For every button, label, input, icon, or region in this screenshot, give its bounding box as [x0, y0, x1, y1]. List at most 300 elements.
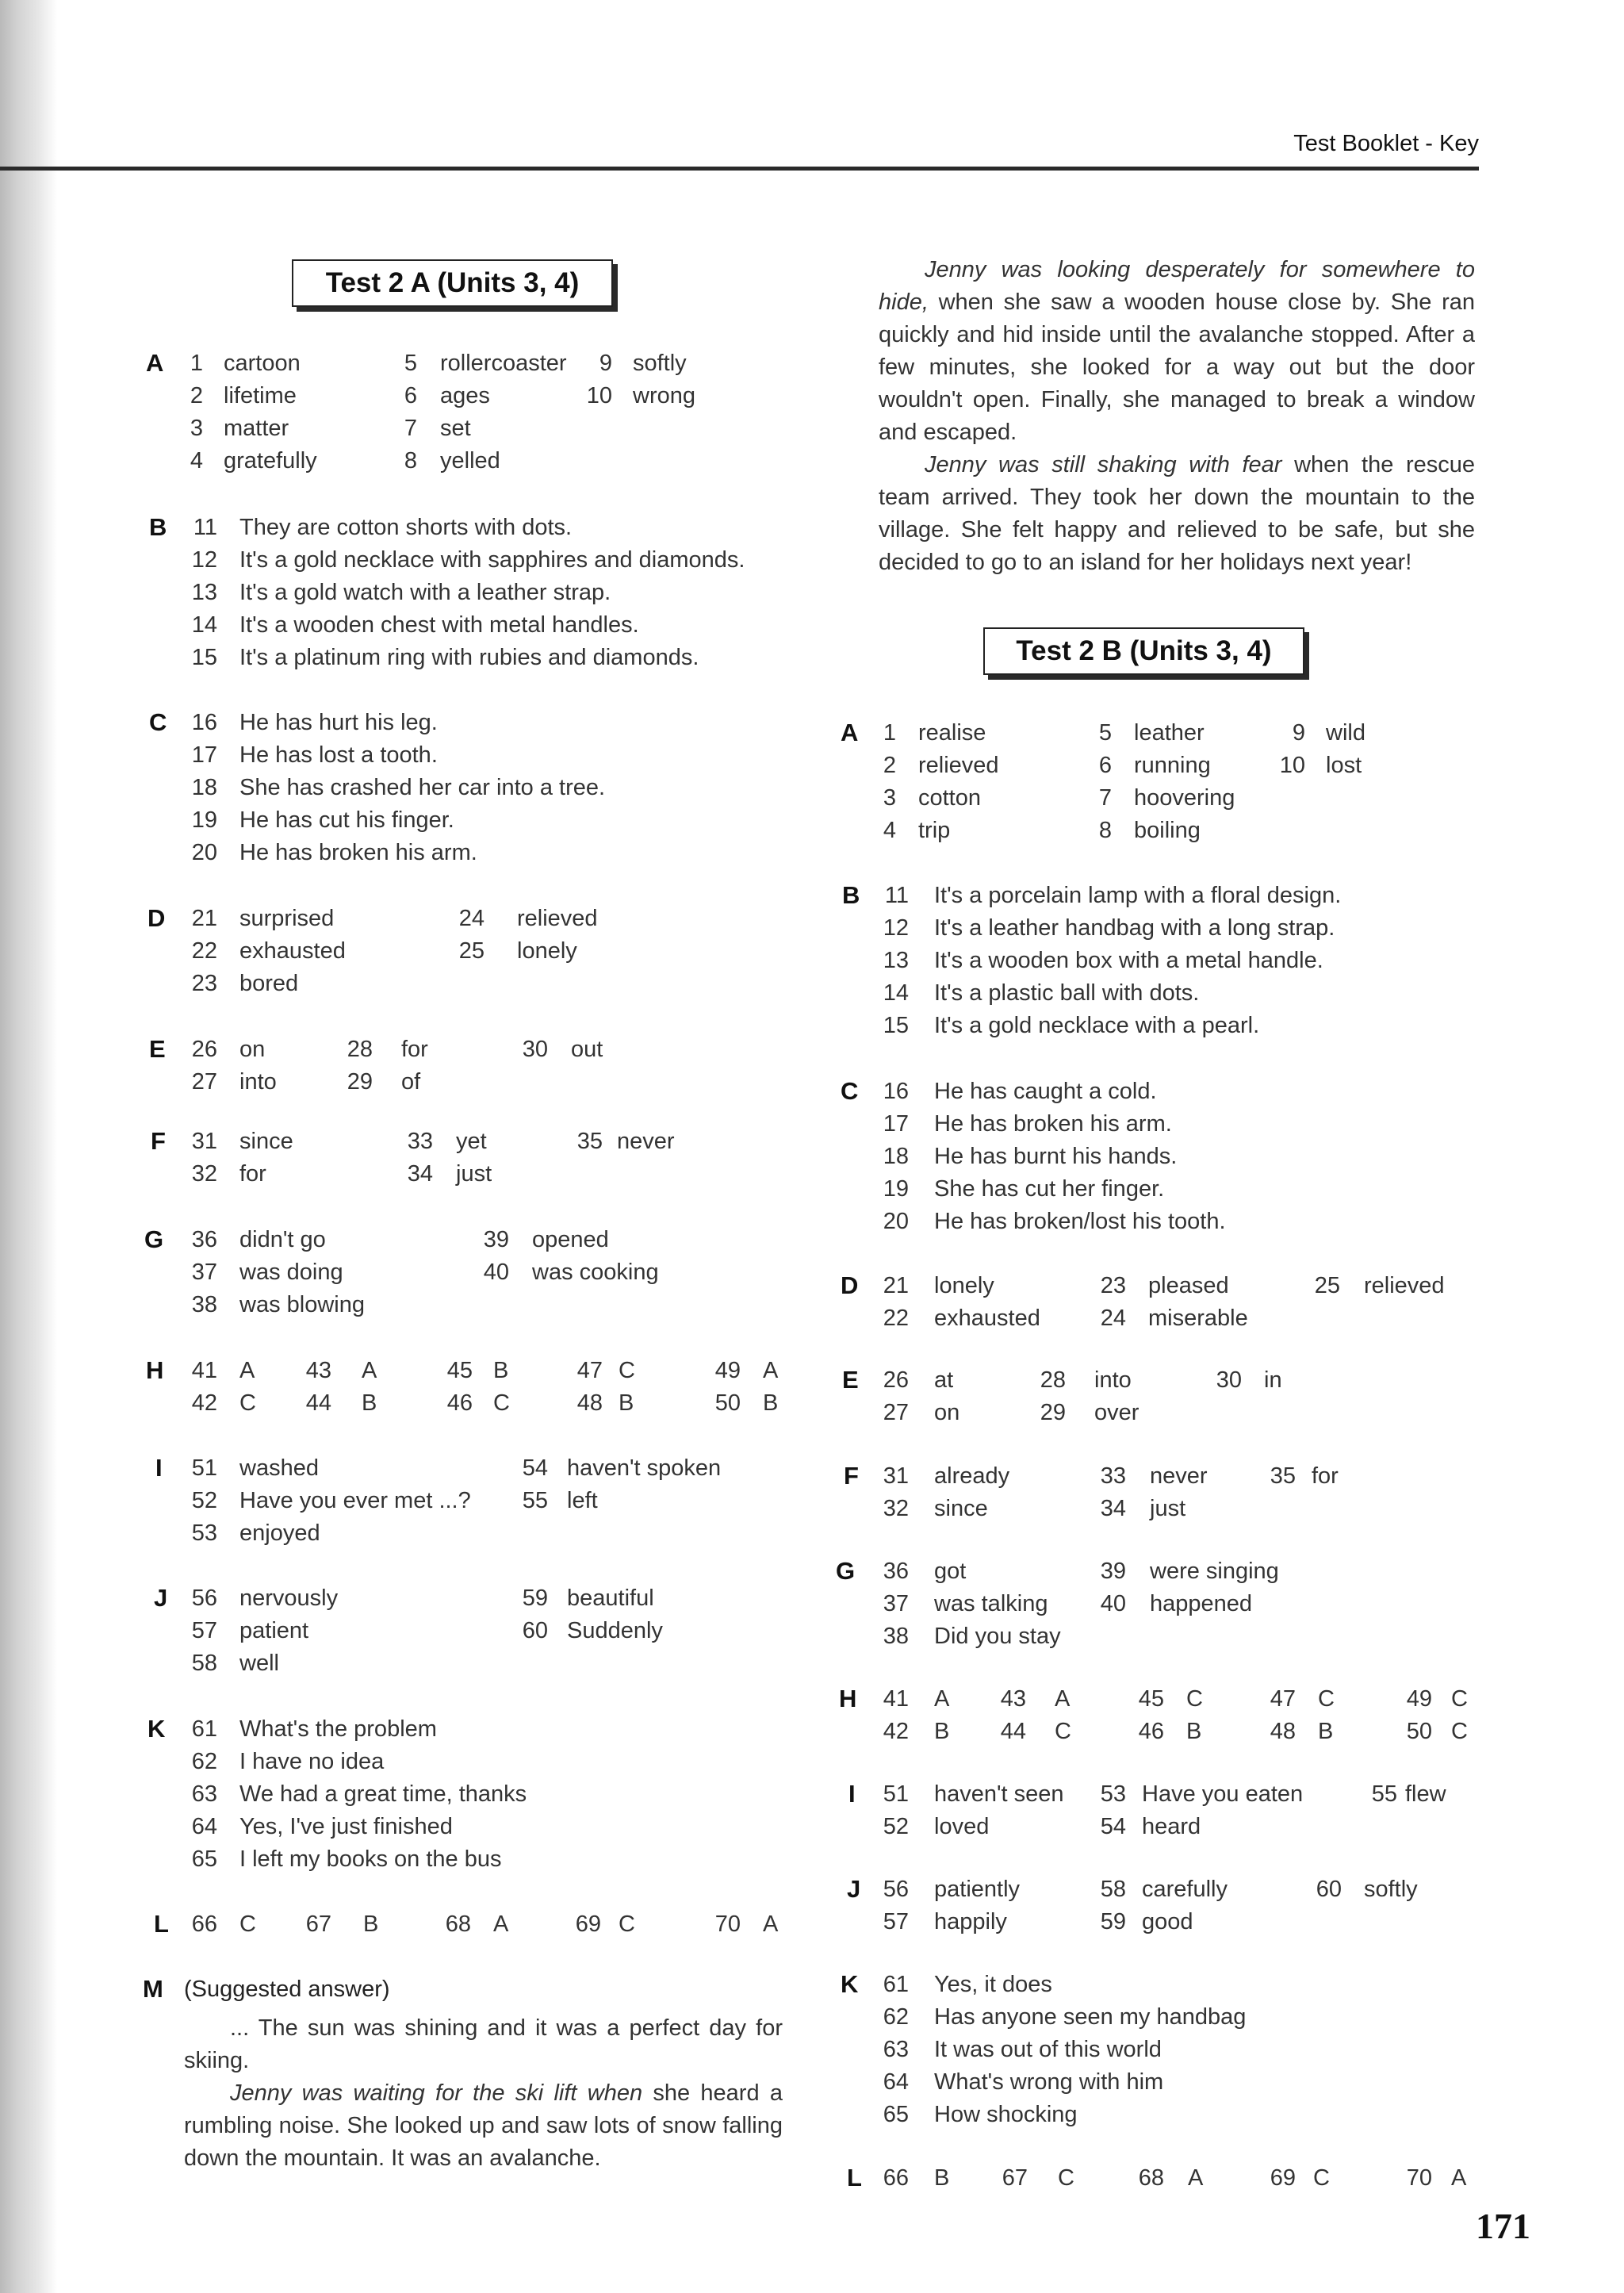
item-number: 39 [483, 1227, 509, 1252]
item-number: 46 [446, 1390, 473, 1416]
answer: A [934, 1686, 950, 1712]
answer: It's a wooden chest with metal handles. [239, 612, 639, 638]
running-header: Test Booklet - Key [1293, 131, 1479, 156]
answer: lifetime [224, 383, 297, 408]
answer: It's a leather handbag with a long strap. [934, 915, 1335, 941]
item-number: 3 [190, 416, 203, 441]
item-number: 70 [714, 1911, 741, 1937]
item-number: 62 [883, 2004, 909, 2030]
answer: B [934, 2165, 950, 2191]
answer: It's a gold watch with a leather strap. [239, 580, 611, 605]
item-number: 54 [522, 1455, 548, 1481]
item-number: 10 [1279, 753, 1305, 778]
answer: was cooking [532, 1260, 659, 1285]
section-letter: L [847, 2164, 862, 2191]
answer: relieved [918, 753, 999, 778]
item-number: 70 [1406, 2165, 1432, 2191]
section-letter: D [147, 904, 166, 932]
item-number: 9 [599, 351, 612, 376]
answer: just [1150, 1496, 1186, 1521]
item-number: 13 [883, 948, 909, 973]
answer: How shocking [934, 2102, 1078, 2127]
answer: realise [918, 720, 986, 746]
item-number: 21 [883, 1273, 909, 1298]
item-number: 8 [404, 448, 417, 474]
item-number: 57 [191, 1618, 217, 1643]
section-letter: E [149, 1035, 166, 1063]
answer: good [1142, 1909, 1193, 1934]
answer: Suddenly [567, 1618, 663, 1643]
answer: didn't go [239, 1227, 326, 1252]
item-number: 1 [883, 720, 896, 746]
answer: B [763, 1390, 779, 1416]
section-letter: F [844, 1462, 859, 1490]
item-number: 18 [191, 775, 217, 800]
section-letter: G [144, 1225, 164, 1253]
item-number: 17 [883, 1111, 909, 1137]
answer: C [1186, 1686, 1203, 1712]
item-number: 6 [1098, 753, 1112, 778]
item-number: 40 [483, 1260, 509, 1285]
answer: He has caught a cold. [934, 1079, 1157, 1104]
answer: A [493, 1911, 509, 1937]
answer: never [1150, 1463, 1208, 1489]
answer: softly [633, 351, 687, 376]
item-number: 62 [191, 1749, 217, 1774]
section-letter: A [146, 349, 164, 377]
item-number: 2 [190, 383, 203, 408]
answer: hoovering [1134, 785, 1235, 811]
answer: C [1055, 1719, 1071, 1744]
item-number: 2 [883, 753, 896, 778]
answer: It was out of this world [934, 2037, 1162, 2062]
answer: miserable [1148, 1306, 1248, 1331]
answer: He has broken his arm. [239, 840, 477, 865]
answer: yet [456, 1129, 487, 1154]
item-number: 63 [191, 1781, 217, 1807]
answer: since [934, 1496, 988, 1521]
item-number: 64 [191, 1814, 217, 1839]
answer: over [1094, 1400, 1139, 1425]
answer: A [239, 1358, 255, 1383]
answer: since [239, 1129, 293, 1154]
answer: A [1451, 2165, 1467, 2191]
answer: wild [1326, 720, 1365, 746]
answer: He has burnt his hands. [934, 1144, 1178, 1169]
answer: relieved [517, 906, 598, 931]
answer: cotton [918, 785, 981, 811]
item-number: 41 [883, 1686, 909, 1712]
item-number: 46 [1138, 1719, 1164, 1744]
book-spine-shadow [0, 0, 57, 2293]
item-number: 47 [576, 1358, 603, 1383]
answer: flew [1405, 1781, 1446, 1807]
item-number: 30 [522, 1037, 548, 1062]
answer: in [1264, 1367, 1282, 1393]
item-number: 52 [883, 1814, 909, 1839]
test-2a-title: Test 2 A (Units 3, 4) [292, 259, 613, 307]
answer: for [401, 1037, 428, 1062]
suggested-answer-heading: (Suggested answer) [184, 1977, 390, 2002]
answer: of [401, 1069, 421, 1095]
answer: C [619, 1358, 635, 1383]
item-number: 54 [1100, 1814, 1126, 1839]
section-letter: M [143, 1975, 163, 2003]
item-number: 58 [191, 1651, 217, 1676]
item-number: 37 [191, 1260, 217, 1285]
answer: haven't seen [934, 1781, 1064, 1807]
answer: exhausted [934, 1306, 1040, 1331]
item-number: 20 [191, 840, 217, 865]
answer: into [1094, 1367, 1132, 1393]
answer: patient [239, 1618, 309, 1643]
item-number: 31 [191, 1129, 217, 1154]
answer: Yes, it does [934, 1972, 1052, 1997]
story-text: ... The sun was shining and it was a perfect day for skiing. [184, 2015, 783, 2073]
item-number: 28 [1040, 1367, 1066, 1393]
answer: C [619, 1911, 635, 1937]
answer: on [934, 1400, 960, 1425]
item-number: 15 [883, 1013, 909, 1038]
answer: enjoyed [239, 1520, 320, 1546]
item-number: 24 [458, 906, 485, 931]
item-number: 41 [191, 1358, 217, 1383]
story-italic-text: Jenny was waiting for the ski lift when [230, 2080, 643, 2106]
item-number: 35 [576, 1129, 603, 1154]
section-letter: H [146, 1356, 164, 1384]
section-letter: L [154, 1910, 169, 1938]
answer: Did you stay [934, 1624, 1061, 1649]
answer: loved [934, 1814, 990, 1839]
item-number: 36 [883, 1559, 909, 1584]
item-number: 59 [1100, 1909, 1126, 1934]
item-number: 51 [191, 1455, 217, 1481]
answer: never [617, 1129, 675, 1154]
answer: C [239, 1390, 256, 1416]
answer: running [1134, 753, 1211, 778]
answer: It's a gold necklace with sapphires and diamonds. [239, 547, 745, 573]
item-number: 33 [1100, 1463, 1126, 1489]
answer: bored [239, 971, 299, 996]
answer: gratefully [224, 448, 317, 474]
section-letter: J [847, 1875, 861, 1903]
answer: lonely [517, 938, 577, 964]
answer: B [1186, 1719, 1202, 1744]
item-number: 35 [1270, 1463, 1296, 1489]
item-number: 11 [193, 515, 217, 540]
story-paragraph [184, 2077, 783, 2175]
answer: surprised [239, 906, 335, 931]
answer: at [934, 1367, 954, 1393]
answer: for [1312, 1463, 1339, 1489]
item-number: 23 [191, 971, 217, 996]
answer: Yes, I've just finished [239, 1814, 453, 1839]
section-letter: I [155, 1454, 163, 1482]
answer: were singing [1150, 1559, 1279, 1584]
answer: heard [1142, 1814, 1201, 1839]
item-number: 45 [446, 1358, 473, 1383]
answer: beautiful [567, 1586, 654, 1611]
item-number: 19 [883, 1176, 909, 1202]
item-number: 11 [884, 883, 909, 908]
item-number: 33 [407, 1129, 433, 1154]
answer: C [1318, 1686, 1335, 1712]
story-text: when she saw a wooden house close by. She ran quickly and hid inside until the avalanche stopped. After a few minutes, she looked for a way out but the door wouldn't open. Finally, she managed to break a window and escaped. [879, 290, 1475, 445]
item-number: 42 [191, 1390, 217, 1416]
answer: on [239, 1037, 266, 1062]
answer: C [1451, 1719, 1468, 1744]
answer: We had a great time, thanks [239, 1781, 527, 1807]
answer: for [239, 1161, 266, 1187]
item-number: 26 [883, 1367, 909, 1393]
item-number: 29 [347, 1069, 373, 1095]
item-number: 58 [1100, 1877, 1126, 1902]
answer: ages [440, 383, 490, 408]
item-number: 27 [883, 1400, 909, 1425]
item-number: 12 [883, 915, 909, 941]
answer: What's the problem [239, 1716, 437, 1742]
item-number: 63 [883, 2037, 909, 2062]
answer: She has crashed her car into a tree. [239, 775, 606, 800]
answer: C [239, 1911, 256, 1937]
answer: It's a porcelain lamp with a floral design. [934, 883, 1342, 908]
item-number: 4 [883, 818, 896, 843]
item-number: 65 [191, 1846, 217, 1872]
story-italic-text: Jenny was looking desperately for somewhere to hide, [879, 257, 1475, 315]
item-number: 16 [883, 1079, 909, 1104]
answer: set [440, 416, 471, 441]
answer: It's a wooden box with a metal handle. [934, 948, 1323, 973]
item-number: 14 [883, 980, 909, 1006]
section-letter: D [841, 1271, 859, 1299]
item-number: 38 [883, 1624, 909, 1649]
section-letter: I [848, 1780, 856, 1808]
answer: exhausted [239, 938, 346, 964]
answer: nervously [239, 1586, 339, 1611]
answer: already [934, 1463, 1010, 1489]
answer: out [571, 1037, 603, 1062]
item-number: 40 [1100, 1591, 1126, 1616]
answer: He has broken his arm. [934, 1111, 1172, 1137]
answer: A [1188, 2165, 1204, 2191]
item-number: 3 [883, 785, 896, 811]
item-number: 20 [883, 1209, 909, 1234]
answer: relieved [1364, 1273, 1445, 1298]
item-number: 48 [1270, 1719, 1296, 1744]
section-letter: J [154, 1584, 168, 1612]
item-number: 67 [305, 1911, 331, 1937]
item-number: 56 [883, 1877, 909, 1902]
section-letter: G [836, 1557, 856, 1585]
item-number: 44 [305, 1390, 331, 1416]
item-number: 30 [1216, 1367, 1242, 1393]
answer: It's a gold necklace with a pearl. [934, 1013, 1260, 1038]
item-number: 61 [883, 1972, 909, 1997]
item-number: 55 [1371, 1781, 1397, 1807]
item-number: 17 [191, 742, 217, 768]
answer: got [934, 1559, 967, 1584]
item-number: 51 [883, 1781, 909, 1807]
story-italic-text: Jenny was still shaking with fear [925, 452, 1282, 477]
answer: It's a platinum ring with rubies and diamonds. [239, 645, 699, 670]
item-number: 68 [1138, 2165, 1164, 2191]
item-number: 25 [458, 938, 485, 964]
answer: patiently [934, 1877, 1021, 1902]
answer: It's a plastic ball with dots. [934, 980, 1200, 1006]
item-number: 34 [407, 1161, 433, 1187]
answer: A [763, 1358, 779, 1383]
item-number: 43 [305, 1358, 331, 1383]
answer: He has hurt his leg. [239, 710, 438, 735]
item-number: 45 [1138, 1686, 1164, 1712]
answer: C [1058, 2165, 1074, 2191]
story-paragraph [184, 2012, 783, 2077]
answer: washed [239, 1455, 319, 1481]
answer: cartoon [224, 351, 301, 376]
item-number: 49 [714, 1358, 741, 1383]
answer: Have you ever met ...? [239, 1488, 471, 1513]
answer: softly [1364, 1877, 1418, 1902]
section-letter: F [151, 1127, 166, 1155]
answer: was blowing [239, 1292, 365, 1317]
answer: well [239, 1651, 279, 1676]
item-number: 32 [883, 1496, 909, 1521]
item-number: 49 [1406, 1686, 1432, 1712]
item-number: 8 [1098, 818, 1112, 843]
item-number: 24 [1100, 1306, 1126, 1331]
item-number: 47 [1270, 1686, 1296, 1712]
item-number: 7 [404, 416, 417, 441]
answer: rollercoaster [440, 351, 567, 376]
item-number: 21 [191, 906, 217, 931]
item-number: 53 [1100, 1781, 1126, 1807]
section-letter: K [841, 1970, 859, 1998]
section-letter: C [149, 708, 167, 736]
answer: B [493, 1358, 509, 1383]
answer: pleased [1148, 1273, 1229, 1298]
item-number: 64 [883, 2069, 909, 2095]
item-number: 27 [191, 1069, 217, 1095]
answer: happily [934, 1909, 1007, 1934]
answer: C [493, 1390, 510, 1416]
story-paragraph [879, 254, 1475, 449]
item-number: 55 [522, 1488, 548, 1513]
answer: He has cut his finger. [239, 807, 454, 833]
test-2b-title: Test 2 B (Units 3, 4) [983, 627, 1304, 675]
item-number: 13 [191, 580, 217, 605]
item-number: 69 [1270, 2165, 1296, 2191]
answer: B [1318, 1719, 1334, 1744]
story-text: she heard a rumbling noise. She looked up and saw lots of snow falling down the mountain. It was an avalanche. [184, 2080, 783, 2171]
item-number: 22 [883, 1306, 909, 1331]
item-number: 43 [1000, 1686, 1026, 1712]
item-number: 34 [1100, 1496, 1126, 1521]
answer: leather [1134, 720, 1205, 746]
item-number: 32 [191, 1161, 217, 1187]
answer: Has anyone seen my handbag [934, 2004, 1247, 2030]
item-number: 23 [1100, 1273, 1126, 1298]
answer: wrong [633, 383, 695, 408]
section-letter: B [149, 513, 167, 541]
item-number: 19 [191, 807, 217, 833]
answer: I left my books on the bus [239, 1846, 502, 1872]
answer: matter [224, 416, 289, 441]
answer: opened [532, 1227, 609, 1252]
answer: A [1055, 1686, 1071, 1712]
answer: C [1451, 1686, 1468, 1712]
answer: C [1313, 2165, 1330, 2191]
item-number: 50 [1406, 1719, 1432, 1744]
item-number: 52 [191, 1488, 217, 1513]
section-letter: B [842, 881, 860, 909]
item-number: 10 [586, 383, 612, 408]
item-number: 26 [191, 1037, 217, 1062]
item-number: 1 [190, 351, 203, 376]
item-number: 50 [714, 1390, 741, 1416]
header-rule [0, 167, 1479, 171]
answer: He has broken/lost his tooth. [934, 1209, 1226, 1234]
item-number: 60 [522, 1618, 548, 1643]
answer: left [567, 1488, 598, 1513]
answer: lonely [934, 1273, 994, 1298]
item-number: 25 [1314, 1273, 1340, 1298]
answer: A [362, 1358, 377, 1383]
item-number: 4 [190, 448, 203, 474]
story-paragraph [879, 449, 1475, 579]
item-number: 31 [883, 1463, 909, 1489]
answer: She has cut her finger. [934, 1176, 1165, 1202]
item-number: 5 [1098, 720, 1112, 746]
item-number: 61 [191, 1716, 217, 1742]
item-number: 37 [883, 1591, 909, 1616]
answer: lost [1326, 753, 1362, 778]
answer: boiling [1134, 818, 1201, 843]
answer: B [619, 1390, 634, 1416]
item-number: 69 [575, 1911, 601, 1937]
answer: into [239, 1069, 277, 1095]
item-number: 29 [1040, 1400, 1066, 1425]
answer: was talking [934, 1591, 1048, 1616]
answer: I have no idea [239, 1749, 385, 1774]
item-number: 44 [1000, 1719, 1026, 1744]
section-letter: A [841, 719, 859, 746]
item-number: 28 [347, 1037, 373, 1062]
item-number: 7 [1098, 785, 1112, 811]
item-number: 66 [191, 1911, 217, 1937]
item-number: 66 [883, 2165, 909, 2191]
item-number: 36 [191, 1227, 217, 1252]
section-letter: E [842, 1366, 859, 1394]
answer: They are cotton shorts with dots. [239, 515, 573, 540]
item-number: 42 [883, 1719, 909, 1744]
answer: just [456, 1161, 492, 1187]
item-number: 60 [1316, 1877, 1342, 1902]
answer: He has lost a tooth. [239, 742, 438, 768]
page-number: 171 [1476, 2206, 1530, 2246]
item-number: 22 [191, 938, 217, 964]
story-text: when the rescue team arrived. They took her down the mountain to the village. She felt happy and relieved to be safe, but she decided to go to an island for her holidays next year! [879, 452, 1475, 575]
section-letter: K [147, 1715, 166, 1743]
answer: trip [918, 818, 951, 843]
answer: A [763, 1911, 779, 1937]
item-number: 57 [883, 1909, 909, 1934]
item-number: 38 [191, 1292, 217, 1317]
section-letter: C [841, 1077, 859, 1105]
item-number: 5 [404, 351, 417, 376]
item-number: 39 [1100, 1559, 1126, 1584]
answer: B [362, 1390, 377, 1416]
answer: B [934, 1719, 950, 1744]
